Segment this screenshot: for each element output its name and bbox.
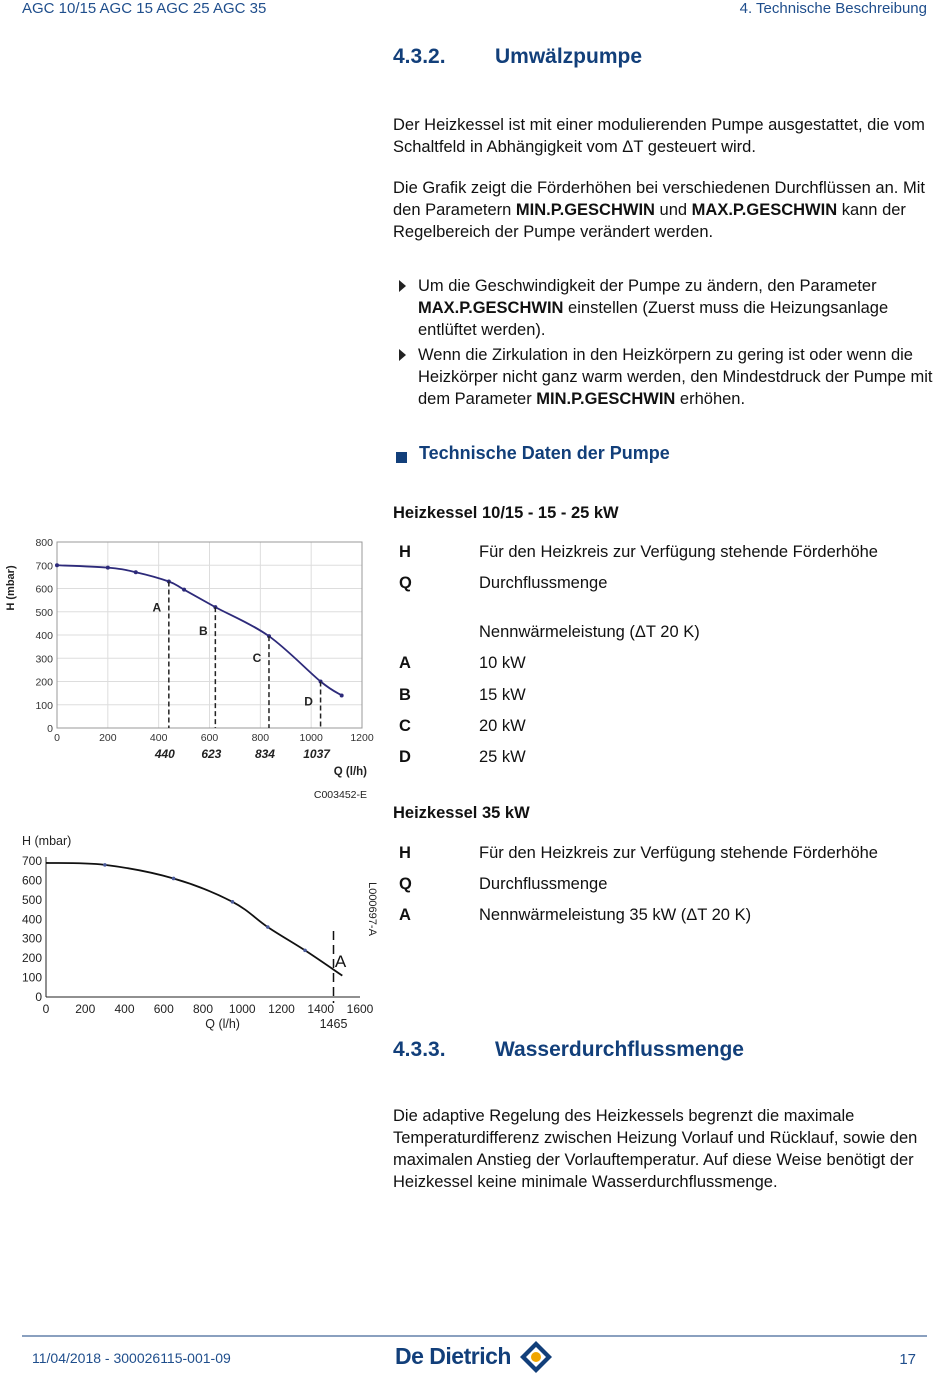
paragraph-water-flow: Die adaptive Regelung des Heizkessels begrenzt die maximale Temperaturdifferenz zwischen Heizung Vorlauf und Rücklauf, sowie den maximalen Anstieg der Vorlauftemperatur. Auf diese Weise benötigt der Heizkessel keine minimale Wasserdurchflussmenge. (393, 1107, 918, 1191)
legend-text-b: 15 kW (479, 686, 526, 704)
y-tick-label: 800 (35, 537, 53, 549)
y-tick-label: 300 (21, 931, 42, 946)
legend-key-c: C (399, 717, 411, 735)
legend2-key-h: H (399, 844, 411, 862)
y-tick-label: 200 (21, 951, 42, 966)
section-title-2: Wasserdurchflussmenge (495, 1038, 744, 1061)
y-tick-label: 100 (35, 699, 53, 712)
footer-divider (22, 1335, 927, 1337)
legend-key-a: A (399, 654, 411, 672)
marker-label-a: A (334, 952, 347, 971)
y-tick-label: 400 (21, 912, 42, 927)
marker-label-c: C (252, 651, 262, 666)
marker-value-a: 440 (154, 747, 175, 761)
paragraph-graph-info: Die Grafik zeigt die Förderhöhen bei verschiedenen Durchflüssen an. Mit den Parametern MIN.P.GESCHWIN und MAX.P.GESCHWIN kann der Regelbereich der Pumpe verändert werden. (393, 179, 925, 241)
pump-curve-chart-2 (0, 825, 385, 1040)
x-tick-label: 600 (200, 732, 219, 744)
brand-logo-icon (519, 1340, 553, 1374)
marker-value-c: 834 (254, 747, 275, 761)
x-axis-label: Q (l/h) (333, 766, 367, 778)
y-tick-label: 600 (21, 873, 42, 888)
x-tick-label: 1400 (307, 1002, 335, 1016)
y-tick-label: 500 (21, 892, 42, 907)
x-tick-label: 800 (192, 1002, 214, 1016)
legend-key-b: B (399, 686, 411, 704)
x-tick-label: 400 (114, 1002, 135, 1016)
x-tick-label: 200 (99, 732, 117, 744)
y-tick-label: 600 (35, 583, 53, 596)
section-title: Umwälzpumpe (495, 45, 643, 68)
curve-point (182, 588, 186, 592)
curve-point (266, 925, 270, 929)
curve-point (106, 566, 110, 570)
curve-point (103, 863, 107, 867)
curve-point (134, 570, 138, 574)
x-tick-label: 1600 (346, 1002, 374, 1016)
legend2-key-q: Q (399, 875, 412, 893)
x-tick-label: 1200 (350, 732, 374, 744)
y-tick-label: 700 (35, 560, 53, 573)
chart-code: L000697-A (366, 882, 378, 936)
bullet-arrow-icon (399, 349, 406, 361)
x-tick-label: 0 (42, 1002, 50, 1016)
marker-label-a: A (152, 600, 162, 615)
header-chapter: 4. Technische Beschreibung (739, 0, 927, 17)
section-number-2: 4.3.3. (393, 1038, 446, 1061)
x-tick-label: 1000 (228, 1002, 256, 1016)
y-axis-label: H (mbar) (5, 565, 17, 611)
legend-text-c: 20 kW (479, 717, 526, 735)
legend-text-q: Durchflussmenge (479, 574, 608, 592)
legend-text-h: Für den Heizkreis zur Verfügung stehende Förderhöhe (479, 543, 878, 561)
y-tick-label: 0 (35, 990, 42, 1004)
legend-key-h: H (399, 543, 411, 561)
x-tick-label: 1200 (268, 1002, 295, 1016)
pump-curve-line (46, 863, 342, 976)
pump-curve-chart-1 (0, 525, 385, 805)
bullet-circulation: Wenn die Zirkulation in den Heizkörpern zu gering ist oder wenn die Heizkörper nicht ganz warm werden, den Mindestdruck der Pumpe mit dem Parameter MIN.P.GESCHWIN erhöhen. (418, 344, 933, 410)
section-number: 4.3.2. (393, 45, 446, 68)
y-tick-label: 400 (35, 630, 53, 642)
marker-value-b: 623 (201, 747, 222, 761)
paragraph-pump-intro: Der Heizkessel ist mit einer modulierenden Pumpe ausgestattet, die vom Schaltfeld in Abhängigkeit vom ΔT gesteuert wird. (393, 116, 925, 156)
legend2-text-h: Für den Heizkreis zur Verfügung stehende Förderhöhe (479, 844, 878, 862)
footer-date-doc: 11/04/2018 - 300026115-001-09 (32, 1350, 231, 1366)
curve-point (172, 877, 176, 881)
y-axis-label: H (mbar) (22, 834, 72, 848)
legend-text-a: 10 kW (479, 654, 526, 672)
curve-point (340, 693, 344, 697)
boiler1-title: Heizkessel 10/15 - 15 - 25 kW (393, 504, 619, 522)
header-doc-title: AGC 10/15 AGC 15 AGC 25 AGC 35 (22, 0, 267, 17)
marker-label-d: D (304, 694, 313, 709)
y-tick-label: 200 (35, 676, 53, 689)
x-tick-label: 1000 (299, 732, 323, 744)
marker-value-d: 1037 (303, 747, 330, 761)
bullet-speed: Um die Geschwindigkeit der Pumpe zu ändern, den Parameter MAX.P.GESCHWIN einstellen (Zuerst muss die Heizungsanlage entlüftet werden). (418, 275, 933, 341)
legend2-text-a: Nennwärmeleistung 35 kW (ΔT 20 K) (479, 906, 752, 924)
y-tick-label: 700 (21, 854, 42, 868)
curve-point (303, 949, 307, 953)
legend-key-d: D (399, 748, 411, 766)
x-tick-label: 0 (54, 732, 60, 744)
marker-label-b: B (199, 624, 208, 639)
boiler2-title: Heizkessel 35 kW (393, 804, 530, 822)
x-tick-label: 200 (75, 1002, 96, 1016)
footer-brand: De Dietrich (395, 1343, 511, 1369)
x-axis-label: Q (l/h) (205, 1017, 240, 1031)
y-tick-label: 100 (21, 970, 42, 985)
subsection-title: Technische Daten der Pumpe (419, 443, 670, 463)
marker-value-a: 1465 (319, 1017, 348, 1031)
square-bullet-icon (396, 452, 407, 463)
nominal-heading: Nennwärmeleistung (ΔT 20 K) (479, 623, 700, 641)
legend-key-q: Q (399, 574, 412, 592)
curve-point (55, 563, 59, 567)
legend2-key-a: A (399, 906, 411, 924)
y-tick-label: 0 (47, 723, 53, 735)
y-tick-label: 300 (35, 653, 53, 666)
legend2-text-q: Durchflussmenge (479, 875, 608, 893)
page-number: 17 (899, 1351, 916, 1368)
x-tick-label: 600 (153, 1002, 174, 1016)
bullet-arrow-icon (399, 280, 406, 292)
chart-code: C003452-E (313, 789, 367, 801)
x-tick-label: 400 (149, 732, 168, 744)
x-tick-label: 800 (251, 732, 270, 744)
y-tick-label: 500 (35, 606, 53, 619)
legend-text-d: 25 kW (479, 748, 526, 766)
curve-point (231, 900, 235, 904)
